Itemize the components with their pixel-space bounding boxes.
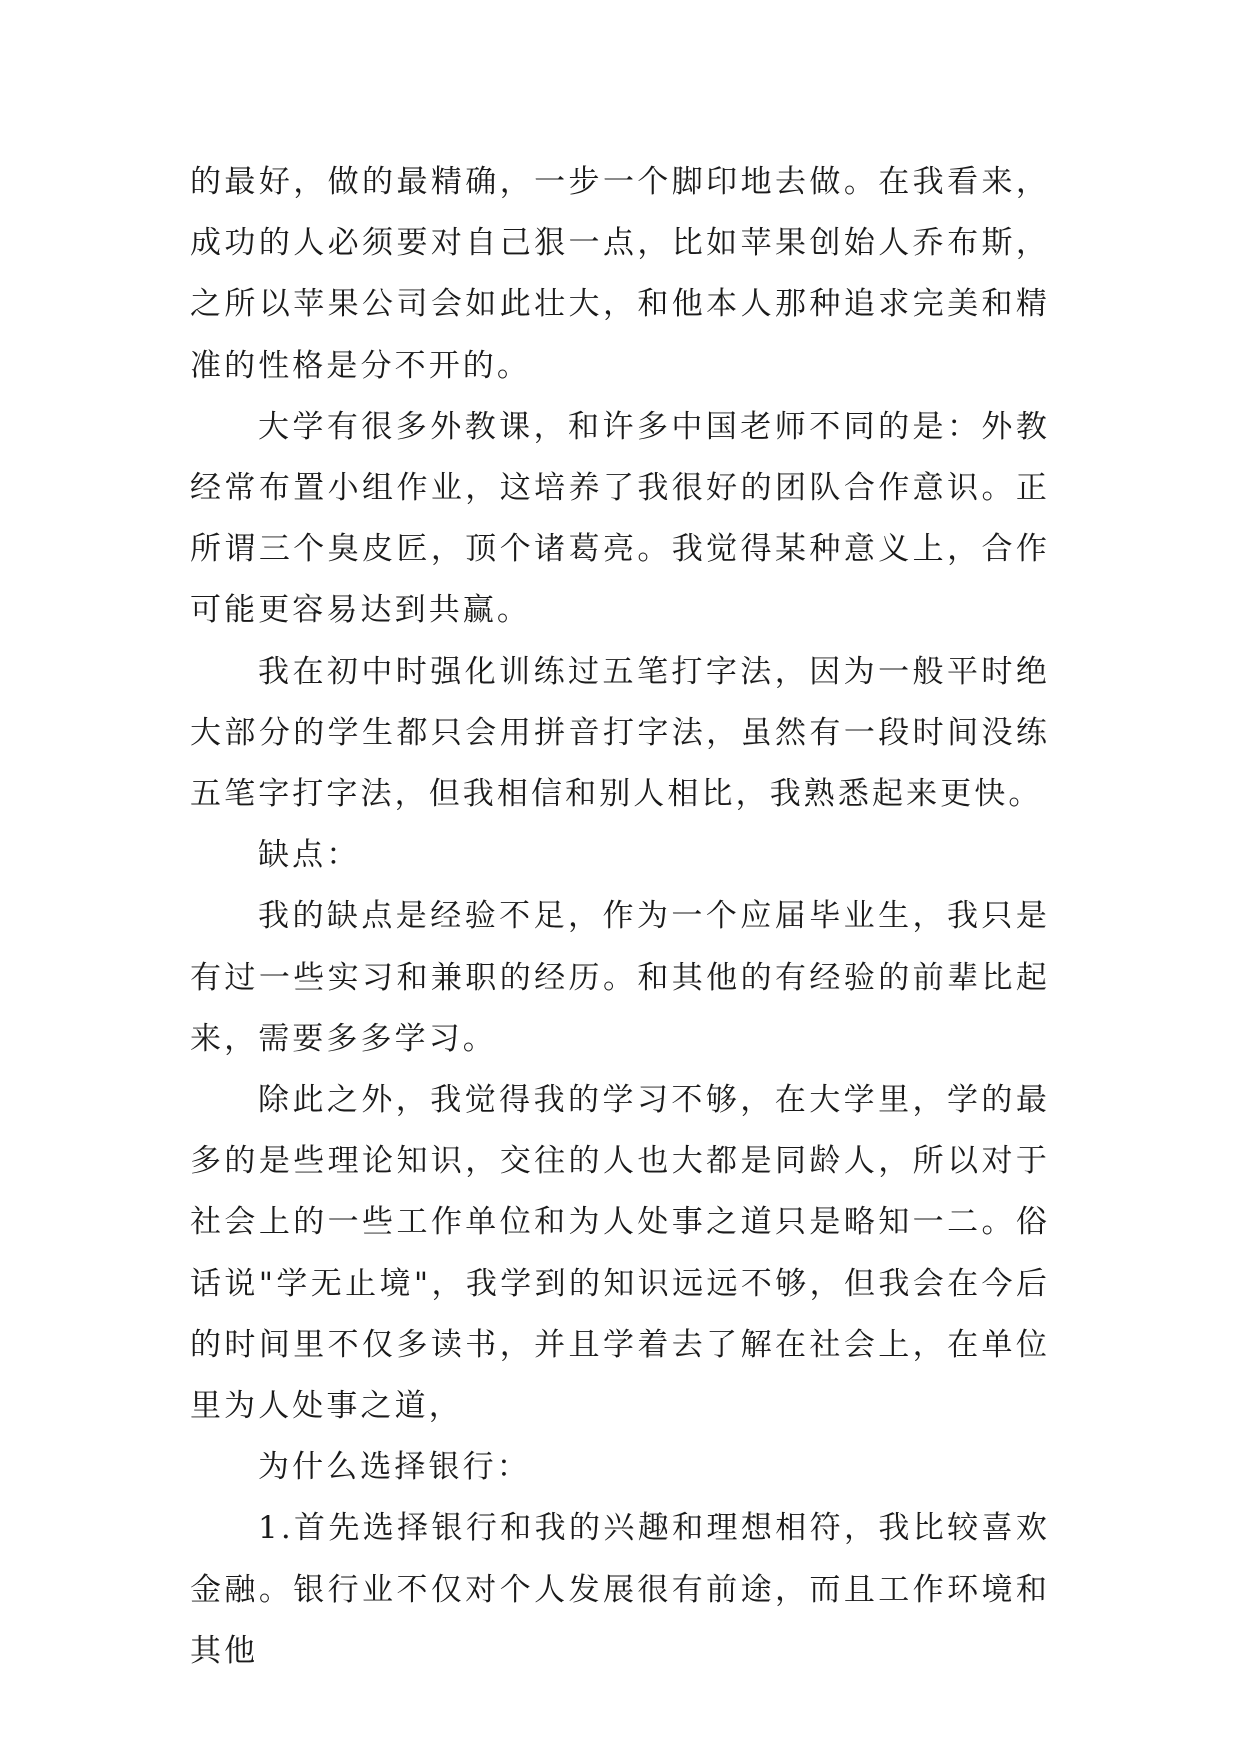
paragraph-2: 大学有很多外教课，和许多中国老师不同的是：外教经常布置小组作业，这培养了我很好的团队合作意识。正所谓三个臭皮匠，顶个诸葛亮。我觉得某种意义上，合作可能更容易达到共赢。	[190, 408, 1050, 629]
document-body	[190, 152, 1050, 1682]
section-heading-why-bank: 为什么选择银行：	[258, 1449, 531, 1486]
paragraph-4: 我的缺点是经验不足，作为一个应届毕业生，我只是有过一些实习和兼职的经历。和其他的有经验的前辈比起来，需要多多学习。	[190, 898, 1050, 1057]
paragraph-1: 的最好，做的最精确，一步一个脚印地去做。在我看来，成功的人必须要对自己狠一点，比如苹果创始人乔布斯，之所以苹果公司会如此壮大，和他本人那种追求完美和精准的性格是分不开的。	[190, 164, 1050, 384]
paragraph-6: 1.首先选择银行和我的兴趣和理想相符，我比较喜欢金融。银行业不仅对个人发展很有前途，而且工作环境和其他	[190, 1510, 1050, 1669]
paragraph-3: 我在初中时强化训练过五笔打字法，因为一般平时绝大部分的学生都只会用拼音打字法，虽然有一段时间没练五笔字打字法，但我相信和别人相比，我熟悉起来更快。	[190, 653, 1050, 813]
paragraph-5: 除此之外，我觉得我的学习不够，在大学里，学的最多的是些理论知识，交往的人也大都是同龄人，所以对于社会上的一些工作单位和为人处事之道只是略知一二。俗话说"学无止境"，我学到的知识远远不够，但我会在今后的时间里不仅多读书，并且学着去了解在社会上，在单位里为人处事之道，	[190, 1082, 1050, 1425]
section-heading-weaknesses: 缺点：	[258, 837, 361, 874]
